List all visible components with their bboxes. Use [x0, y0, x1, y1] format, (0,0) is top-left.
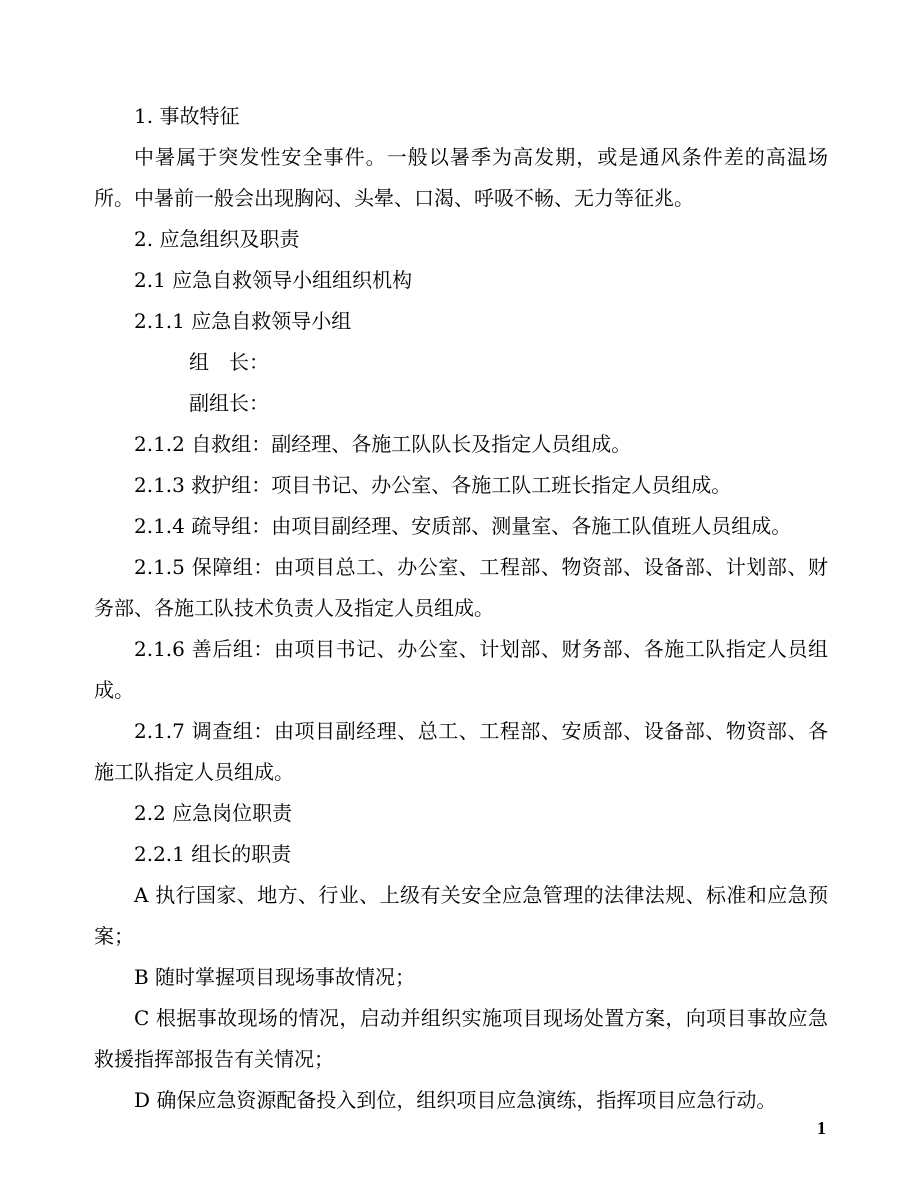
page-number: 1	[817, 1118, 826, 1138]
paragraph: 2.1 应急自救领导小组组织机构	[134, 268, 413, 292]
paragraph: 2.1.2 自救组：副经理、各施工队队长及指定人员组成。	[134, 432, 632, 456]
paragraph: C 根据事故现场的情况，启动并组织实施项目现场处置方案，向项目事故应急救援指挥部报告有关情况；	[94, 1006, 828, 1071]
document-body	[94, 96, 828, 1121]
paragraph: A 执行国家、地方、行业、上级有关安全应急管理的法律法规、标准和应急预案；	[94, 883, 828, 948]
paragraph: 2.1.3 救护组：项目书记、办公室、各施工队工班长指定人员组成。	[134, 473, 732, 497]
paragraph: 2.1.1 应急自救领导小组	[134, 309, 352, 333]
paragraph: 2. 应急组织及职责	[134, 227, 300, 251]
paragraph: 1. 事故特征	[134, 104, 240, 128]
paragraph: 2.1.7 调查组：由项目副经理、总工、工程部、安质部、设备部、物资部、各施工队指定人员组成。	[94, 719, 828, 784]
paragraph: D 确保应急资源配备投入到位，组织项目应急演练，指挥项目应急行动。	[134, 1088, 777, 1112]
paragraph: 2.1.5 保障组：由项目总工、办公室、工程部、物资部、设备部、计划部、财务部、各施工队技术负责人及指定人员组成。	[94, 555, 828, 620]
paragraph: 中暑属于突发性安全事件。一般以暑季为高发期，或是通风条件差的高温场所。中暑前一般会出现胸闷、头晕、口渴、呼吸不畅、无力等征兆。	[94, 145, 828, 210]
paragraph: 2.1.6 善后组：由项目书记、办公室、计划部、财务部、各施工队指定人员组成。	[94, 637, 828, 702]
paragraph: 2.1.4 疏导组：由项目副经理、安质部、测量室、各施工队值班人员组成。	[134, 514, 792, 538]
paragraph: 2.2.1 组长的职责	[134, 842, 292, 866]
paragraph: 组 长：	[189, 350, 269, 374]
paragraph: 副组长：	[189, 391, 269, 415]
paragraph: 2.2 应急岗位职责	[134, 801, 293, 825]
paragraph: B 随时掌握项目现场事故情况；	[134, 965, 416, 989]
